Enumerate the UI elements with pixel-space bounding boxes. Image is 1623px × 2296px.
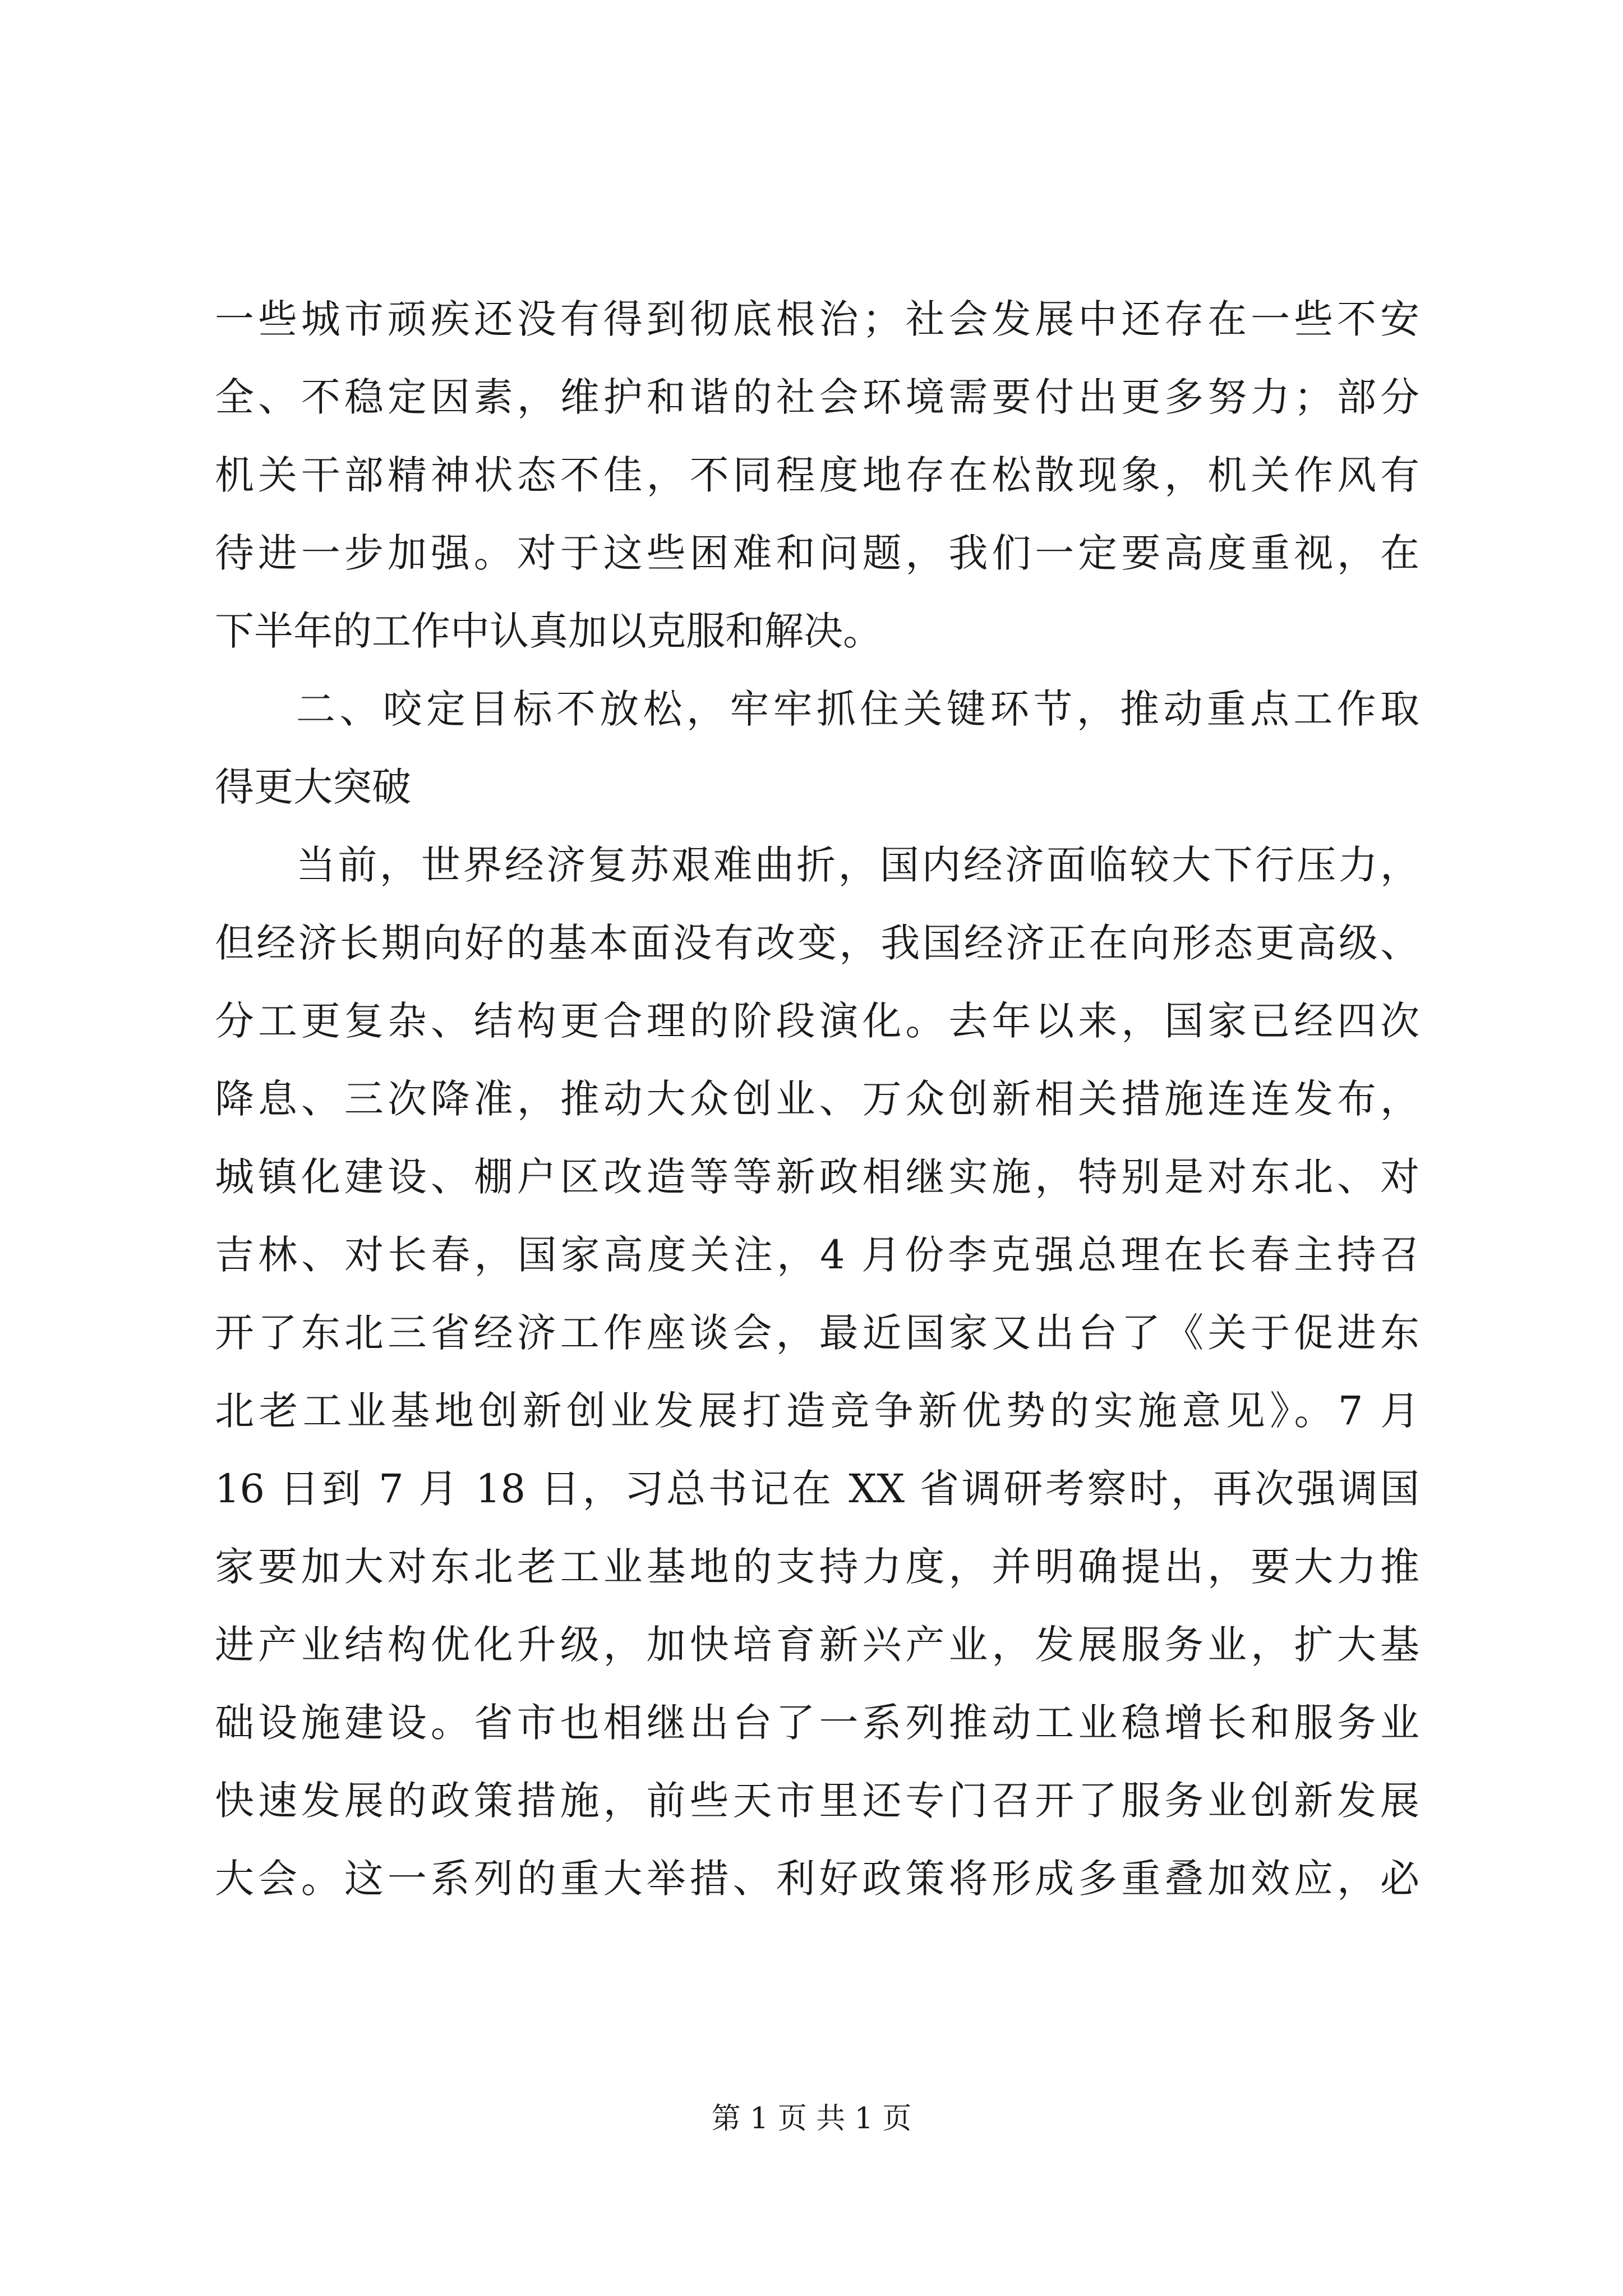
text-line: 全、不稳定因素，维护和谐的社会环境需要付出更多努力；部分 xyxy=(215,374,1419,420)
page-footer xyxy=(0,2099,1623,2138)
text-line: 快速发展的政策措施，前些天市里还专门召开了服务业创新发展 xyxy=(215,1778,1419,1824)
text-line: 分工更复杂、结构更合理的阶段演化。去年以来，国家已经四次 xyxy=(215,998,1419,1044)
text-line: 但经济长期向好的基本面没有改变，我国经济正在向形态更高级、 xyxy=(215,920,1419,966)
text-line: 下半年的工作中认真加以克服和解决。 xyxy=(215,608,882,654)
text-line: 家要加大对东北老工业基地的支持力度，并明确提出，要大力推 xyxy=(215,1544,1419,1590)
text-line: 一些城市顽疾还没有得到彻底根治；社会发展中还存在一些不安 xyxy=(215,296,1419,342)
text-line: 城镇化建设、棚户区改造等等新政相继实施，特别是对东北、对 xyxy=(215,1154,1419,1200)
text-line: 开了东北三省经济工作座谈会，最近国家又出台了《关于促进东 xyxy=(215,1310,1419,1356)
text-line: 待进一步加强。对于这些困难和问题，我们一定要高度重视，在 xyxy=(215,530,1419,576)
text-line: 进产业结构优化升级，加快培育新兴产业，发展服务业，扩大基 xyxy=(215,1622,1419,1668)
text-line: 吉林、对长春，国家高度关注，4 月份李克强总理在长春主持召 xyxy=(215,1232,1419,1278)
text-line: 当前，世界经济复苏艰难曲折，国内经济面临较大下行压力， xyxy=(296,842,1419,888)
document-body xyxy=(215,280,1419,1918)
text-line: 大会。这一系列的重大举措、利好政策将形成多重叠加效应，必 xyxy=(215,1856,1419,1902)
section-heading-line: 二、咬定目标不放松，牢牢抓住关键环节，推动重点工作取 xyxy=(296,686,1419,732)
text-line: 础设施建设。省市也相继出台了一系列推动工业稳增长和服务业 xyxy=(215,1700,1419,1746)
section-heading-line: 得更大突破 xyxy=(215,764,411,810)
text-line: 降息、三次降准，推动大众创业、万众创新相关措施连连发布， xyxy=(215,1076,1419,1122)
text-line: 机关干部精神状态不佳，不同程度地存在松散现象，机关作风有 xyxy=(215,452,1419,498)
page-number-label: 第 1 页 共 1 页 xyxy=(711,2102,912,2136)
text-line: 北老工业基地创新创业发展打造竞争新优势的实施意见》。7 月 xyxy=(215,1388,1419,1434)
text-line: 16 日到 7 月 18 日，习总书记在 XX 省调研考察时，再次强调国 xyxy=(215,1466,1419,1512)
